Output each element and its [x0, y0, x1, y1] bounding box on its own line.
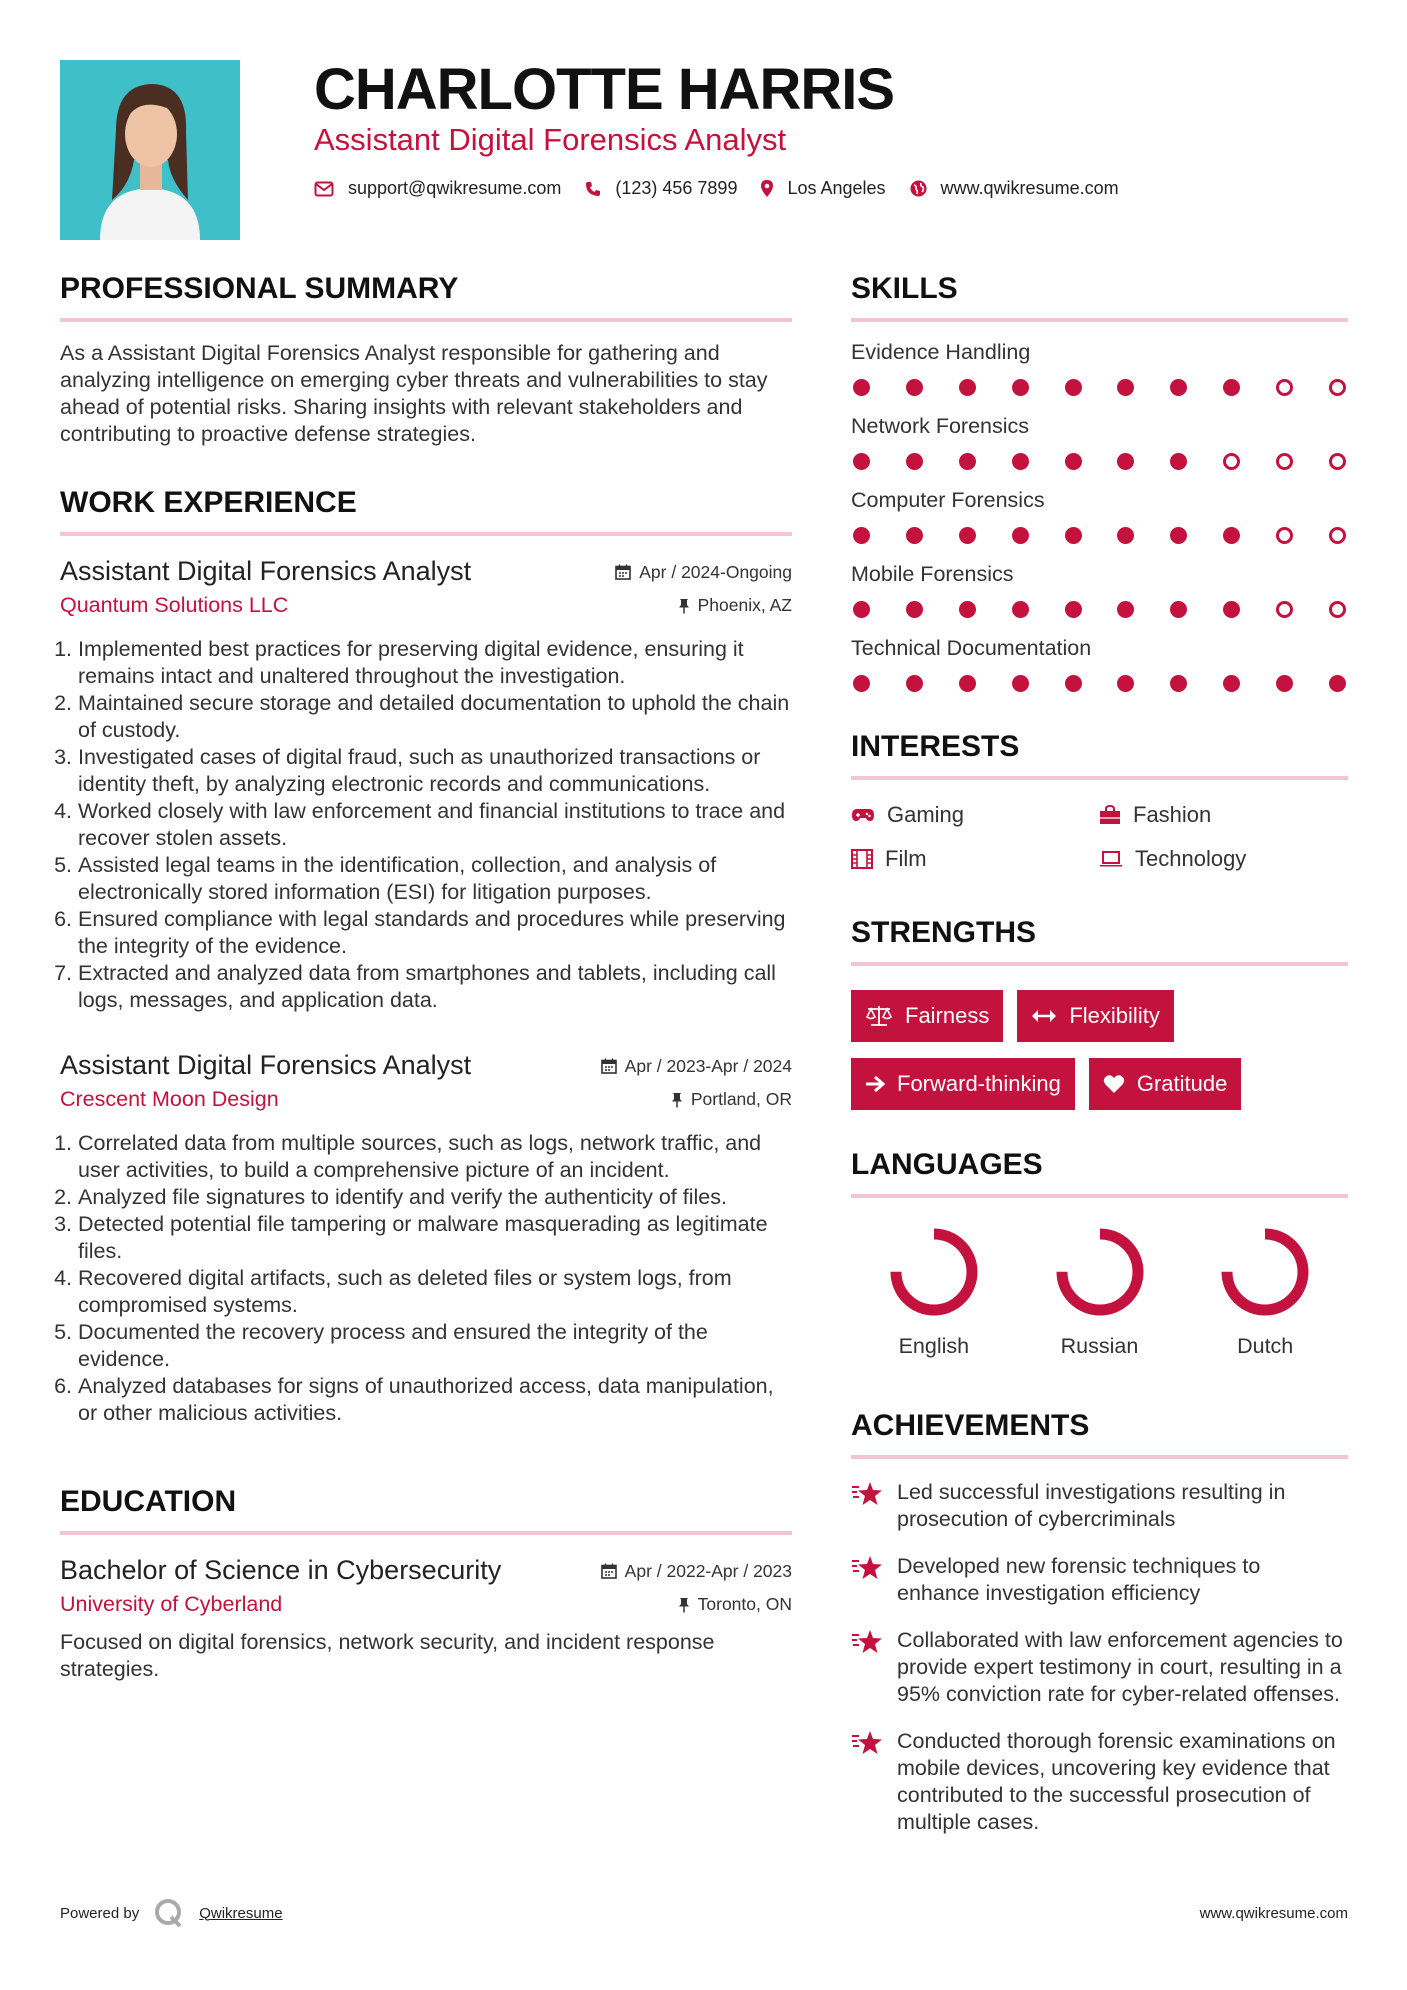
language-ring: [1052, 1224, 1148, 1320]
list-item: 6. Ensured compliance with legal standards and procedures while preserving the integrity of the evidence.: [78, 906, 792, 960]
laptop-icon: [1099, 850, 1123, 868]
calendar-icon: [601, 1058, 617, 1074]
language-level-arc: [1227, 1234, 1303, 1310]
education-location-text: Toronto, ON: [697, 1594, 792, 1614]
rating-dot-filled: [959, 379, 976, 396]
strength-badge: [1017, 990, 1173, 1042]
contact-location: [761, 178, 885, 199]
job-title: Assistant Digital Forensics Analyst: [60, 556, 472, 586]
job-date: [601, 1056, 792, 1077]
achievement-text: Developed new forensic techniques to enhance investigation efficiency: [897, 1554, 1261, 1605]
email-text: support@qwikresume.com: [348, 178, 562, 198]
job-location: [671, 1089, 792, 1110]
rating-dot-empty: [1276, 379, 1293, 396]
skill-name: Computer Forensics: [851, 488, 1045, 512]
calendar-icon: [601, 1563, 617, 1579]
location-text: Los Angeles: [787, 178, 886, 198]
rating-dot-empty: [1329, 601, 1346, 618]
profile-photo: [60, 60, 240, 240]
rating-dot-filled: [906, 527, 923, 544]
rating-dot-filled: [1117, 379, 1134, 396]
interest-item: [1099, 802, 1347, 828]
rating-dot-filled: [853, 379, 870, 396]
rating-dot-filled: [1065, 527, 1082, 544]
rating-dot-filled: [1117, 527, 1134, 544]
rating-dot-filled: [1012, 675, 1029, 692]
rating-dot-empty: [1329, 453, 1346, 470]
arrows-horizontal-icon: [1031, 1009, 1057, 1023]
rating-dot-filled: [1065, 601, 1082, 618]
rating-dot-empty: [1276, 527, 1293, 544]
rating-dot-filled: [1170, 453, 1187, 470]
achievement-item: [851, 1728, 1348, 1836]
rating-dot-filled: [1065, 675, 1082, 692]
footer-website[interactable]: www.qwikresume.com: [1199, 1905, 1348, 1922]
strengths-heading: STRENGTHS: [851, 916, 1348, 966]
skill-name: Network Forensics: [851, 414, 1030, 438]
candidate-name: CHARLOTTE HARRIS: [314, 57, 895, 122]
gamepad-icon: [851, 807, 875, 823]
rating-dot-filled: [1012, 527, 1029, 544]
footer-branding: [60, 1897, 283, 1929]
rating-dot-filled: [1012, 379, 1029, 396]
list-item: 5. Documented the recovery process and ensured the integrity of the evidence.: [78, 1319, 792, 1373]
education-heading: EDUCATION: [60, 1485, 792, 1535]
contact-bar: [314, 178, 1143, 199]
rating-dot-filled: [853, 601, 870, 618]
globe-icon: [910, 180, 927, 197]
interest-item: [851, 802, 1099, 828]
skill-rating: [851, 675, 1348, 692]
skill-rating: [851, 453, 1348, 470]
rating-dot-filled: [853, 675, 870, 692]
star-icon: [851, 1555, 883, 1581]
rating-dot-filled: [1170, 601, 1187, 618]
skill-item: [851, 636, 1348, 692]
skills-heading: SKILLS: [851, 272, 1348, 322]
job-title: Assistant Digital Forensics Analyst: [60, 1050, 472, 1080]
interest-label: Technology: [1135, 846, 1247, 871]
job-location-text: Phoenix, AZ: [697, 595, 792, 615]
achievements-list: [851, 1479, 1348, 1836]
strength-label: Fairness: [905, 1003, 990, 1028]
rating-dot-filled: [1117, 601, 1134, 618]
rating-dot-filled: [1012, 453, 1029, 470]
education-date: [601, 1561, 792, 1582]
rating-dot-filled: [1170, 675, 1187, 692]
balance-scale-icon: [865, 1005, 893, 1027]
rating-dot-filled: [906, 601, 923, 618]
rating-dot-filled: [853, 453, 870, 470]
rating-dot-filled: [1012, 601, 1029, 618]
rating-dot-empty: [1329, 379, 1346, 396]
map-pin-icon: [761, 180, 773, 197]
rating-dot-filled: [1329, 675, 1346, 692]
language-ring: [1217, 1224, 1313, 1320]
language-item: [1017, 1224, 1183, 1359]
summary-text: As a Assistant Digital Forensics Analyst responsible for gathering and analyzing intelligence on emerging cyber threats and vulnerabilities to stay ahead of potential risks. Sharing insights with relevant stakeholders and contributing to proactive defense strategies.: [60, 341, 768, 446]
strength-badge: [851, 990, 1003, 1042]
website-text: www.qwikresume.com: [940, 178, 1119, 198]
skill-item: [851, 414, 1348, 470]
rating-dot-filled: [959, 601, 976, 618]
education-location: [678, 1594, 792, 1615]
job-date-text: Apr / 2024-Ongoing: [639, 561, 792, 582]
skill-name: Technical Documentation: [851, 636, 1092, 660]
interests-heading: INTERESTS: [851, 730, 1348, 780]
skill-item: [851, 488, 1348, 544]
strength-badge: [1089, 1058, 1242, 1110]
shopping-bag-icon: [1099, 805, 1121, 825]
languages-heading: LANGUAGES: [851, 1148, 1348, 1198]
phone-icon: [585, 181, 601, 197]
interest-item: [851, 846, 1099, 872]
list-item: 2. Analyzed file signatures to identify and verify the authenticity of files.: [78, 1184, 792, 1211]
job-location-text: Portland, OR: [690, 1089, 792, 1109]
rating-dot-filled: [1223, 379, 1240, 396]
skill-rating: [851, 379, 1348, 396]
achievement-item: [851, 1553, 1348, 1607]
job-date-text: Apr / 2023-Apr / 2024: [624, 1055, 792, 1076]
school-name: University of Cyberland: [60, 1592, 283, 1616]
pushpin-icon: [678, 1597, 690, 1613]
list-item: 1. Correlated data from multiple sources, such as logs, network traffic, and user activities, to build a comprehensive picture of an incident.: [78, 1130, 792, 1184]
rating-dot-filled: [906, 675, 923, 692]
strength-badge: [851, 1058, 1075, 1110]
language-level-arc: [1062, 1234, 1138, 1310]
arrow-right-icon: [865, 1075, 885, 1093]
skills-list: [851, 340, 1348, 692]
rating-dot-filled: [1170, 527, 1187, 544]
brand-link[interactable]: Qwikresume: [199, 1904, 283, 1922]
interest-label: Fashion: [1133, 802, 1212, 827]
strength-label: Forward-thinking: [897, 1071, 1061, 1096]
strength-label: Flexibility: [1069, 1003, 1160, 1028]
achievement-text: Collaborated with law enforcement agencies to provide expert testimony in court, resulting in a 95% conviction rate for cyber-related offenses.: [897, 1628, 1343, 1706]
skill-rating: [851, 601, 1348, 618]
rating-dot-filled: [906, 453, 923, 470]
star-icon: [851, 1481, 883, 1507]
rating-dot-empty: [1276, 453, 1293, 470]
job-entry: [60, 556, 792, 1014]
job-responsibilities: [60, 636, 792, 1014]
company-name: Crescent Moon Design: [60, 1087, 279, 1111]
rating-dot-filled: [906, 379, 923, 396]
interest-label: Film: [885, 846, 927, 871]
list-item: 4. Worked closely with law enforcement and financial institutions to trace and recover stolen assets.: [78, 798, 792, 852]
envelope-icon: [314, 181, 334, 197]
contact-website[interactable]: [910, 178, 1119, 199]
list-item: 4. Recovered digital artifacts, such as deleted files or system logs, from compromised systems.: [78, 1265, 792, 1319]
qwikresume-logo-icon: [153, 1897, 185, 1929]
rating-dot-filled: [1065, 453, 1082, 470]
powered-by-text: Powered by: [60, 1904, 140, 1922]
language-item: [851, 1224, 1017, 1359]
rating-dot-empty: [1223, 453, 1240, 470]
interest-item: [1099, 846, 1347, 872]
education-entry: [60, 1555, 792, 1683]
education-date-text: Apr / 2022-Apr / 2023: [624, 1560, 792, 1581]
achievement-text: Led successful investigations resulting in prosecution of cybercriminals: [897, 1480, 1286, 1531]
skill-rating: [851, 527, 1348, 544]
rating-dot-empty: [1276, 601, 1293, 618]
strength-label: Gratitude: [1136, 1071, 1228, 1096]
language-level-arc: [896, 1234, 972, 1310]
language-name: Dutch: [1237, 1334, 1294, 1358]
job-entry: [60, 1050, 792, 1427]
interest-label: Gaming: [887, 802, 965, 827]
rating-dot-filled: [959, 453, 976, 470]
summary-heading: PROFESSIONAL SUMMARY: [60, 272, 792, 322]
rating-dot-filled: [1117, 675, 1134, 692]
list-item: 2. Maintained secure storage and detailed documentation to uphold the chain of custody.: [78, 690, 792, 744]
experience-heading: WORK EXPERIENCE: [60, 486, 792, 536]
heart-icon: [1103, 1074, 1125, 1094]
language-name: English: [898, 1334, 970, 1358]
pushpin-icon: [678, 598, 690, 614]
list-item: 7. Extracted and analyzed data from smartphones and tablets, including call logs, messages, and application data.: [78, 960, 792, 1014]
rating-dot-filled: [1223, 675, 1240, 692]
list-item: 6. Analyzed databases for signs of unauthorized access, data manipulation, or other malicious activities.: [78, 1373, 792, 1427]
rating-dot-filled: [1117, 453, 1134, 470]
languages-list: [851, 1224, 1348, 1359]
rating-dot-filled: [1223, 601, 1240, 618]
rating-dot-filled: [959, 527, 976, 544]
job-responsibilities: [60, 1130, 792, 1427]
achievement-item: [851, 1627, 1348, 1708]
film-icon: [851, 849, 873, 869]
contact-phone[interactable]: [585, 178, 737, 199]
list-item: 3. Investigated cases of digital fraud, such as unauthorized transactions or identity theft, by analyzing electronic records and communications.: [78, 744, 792, 798]
list-item: 1. Implemented best practices for preserving digital evidence, ensuring it remains intact and unaltered throughout the investigation.: [78, 636, 792, 690]
degree-title: Bachelor of Science in Cybersecurity: [60, 1555, 502, 1585]
job-date: [615, 562, 792, 583]
language-item: [1182, 1224, 1348, 1359]
company-name: Quantum Solutions LLC: [60, 593, 289, 617]
education-description: Focused on digital forensics, network security, and incident response strategies.: [60, 1630, 715, 1681]
strengths-list: [851, 990, 1348, 1110]
achievements-heading: ACHIEVEMENTS: [851, 1409, 1348, 1459]
right-column: [851, 272, 1348, 1836]
pushpin-icon: [671, 1092, 683, 1108]
rating-dot-empty: [1329, 527, 1346, 544]
skill-item: [851, 562, 1348, 618]
skill-name: Evidence Handling: [851, 340, 1031, 364]
skill-item: [851, 340, 1348, 396]
rating-dot-filled: [1170, 379, 1187, 396]
rating-dot-filled: [1065, 379, 1082, 396]
candidate-title: Assistant Digital Forensics Analyst: [314, 122, 787, 157]
job-location: [678, 595, 792, 616]
achievement-text: Conducted thorough forensic examinations on mobile devices, uncovering key evidence that contributed to the successful prosecution of multiple cases.: [897, 1729, 1336, 1834]
achievement-item: [851, 1479, 1348, 1533]
calendar-icon: [615, 564, 631, 580]
language-ring: [886, 1224, 982, 1320]
rating-dot-filled: [853, 527, 870, 544]
rating-dot-filled: [1276, 675, 1293, 692]
interests-list: [851, 802, 1348, 872]
star-icon: [851, 1629, 883, 1655]
star-icon: [851, 1730, 883, 1756]
left-column: [60, 272, 792, 1683]
list-item: 5. Assisted legal teams in the identification, collection, and analysis of electronically stored information (ESI) for litigation purposes.: [78, 852, 792, 906]
skill-name: Mobile Forensics: [851, 562, 1014, 586]
phone-text: (123) 456 7899: [615, 178, 738, 198]
language-name: Russian: [1060, 1334, 1139, 1358]
rating-dot-filled: [1223, 527, 1240, 544]
contact-email[interactable]: [314, 178, 561, 199]
rating-dot-filled: [959, 675, 976, 692]
list-item: 3. Detected potential file tampering or malware masquerading as legitimate files.: [78, 1211, 792, 1265]
